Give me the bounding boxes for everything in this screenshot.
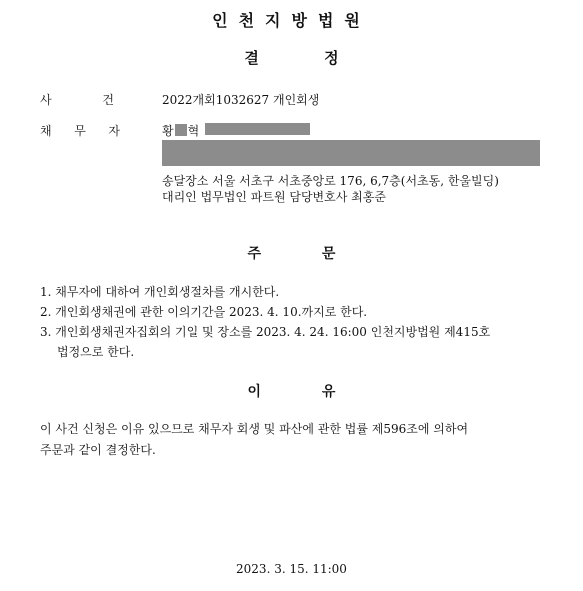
- order-section-title: 주 문: [247, 246, 336, 262]
- address-redaction: [162, 140, 540, 166]
- name-redaction: [175, 124, 187, 136]
- document-type-title: 결 정: [244, 49, 339, 67]
- case-number: 2022개회1032627 개인회생: [162, 93, 320, 107]
- case-label: [40, 91, 114, 108]
- order-item: 3. 개인회생채권자집회의 기일 및 장소를 2023. 4. 24. 16:00 인천지방법원 제415호: [40, 325, 491, 339]
- reason-section-title: 이 유: [247, 384, 336, 400]
- case-label-char: 건: [102, 93, 114, 107]
- decision-date: 2023. 3. 15. 11:00: [236, 562, 347, 576]
- order-item: 2. 개인회생채권에 관한 이의기간을 2023. 4. 10.까지로 한다.: [40, 305, 368, 319]
- legal-agent: 대리인 법무법인 파트원 담당변호사 최홍준: [162, 190, 386, 204]
- court-name: 인천지방법원: [212, 11, 371, 30]
- debtor-name: [162, 122, 199, 139]
- debtor-label-char: 무: [74, 124, 86, 138]
- id-redaction: [205, 123, 310, 135]
- order-item: 1. 채무자에 대하여 개인회생절차를 개시한다.: [40, 285, 280, 299]
- debtor-name-first: 황: [162, 124, 174, 138]
- order-item-continuation: 법정으로 한다.: [57, 345, 135, 359]
- reason-text-line: 이 사건 신청은 이유 있으므로 채무자 회생 및 파산에 관한 법률 제596조에 의하여: [40, 422, 469, 436]
- debtor-label: [40, 122, 120, 139]
- reason-text-line: 주문과 같이 결정한다.: [40, 443, 156, 457]
- debtor-label-char: 자: [108, 124, 120, 138]
- debtor-label-char: 채: [40, 124, 52, 138]
- case-label-char: 사: [40, 93, 52, 107]
- debtor-name-last: 혁: [187, 124, 200, 138]
- service-address: 송달장소 서울 서초구 서초중앙로 176, 6,7층(서초동, 한울빌딩): [162, 174, 499, 188]
